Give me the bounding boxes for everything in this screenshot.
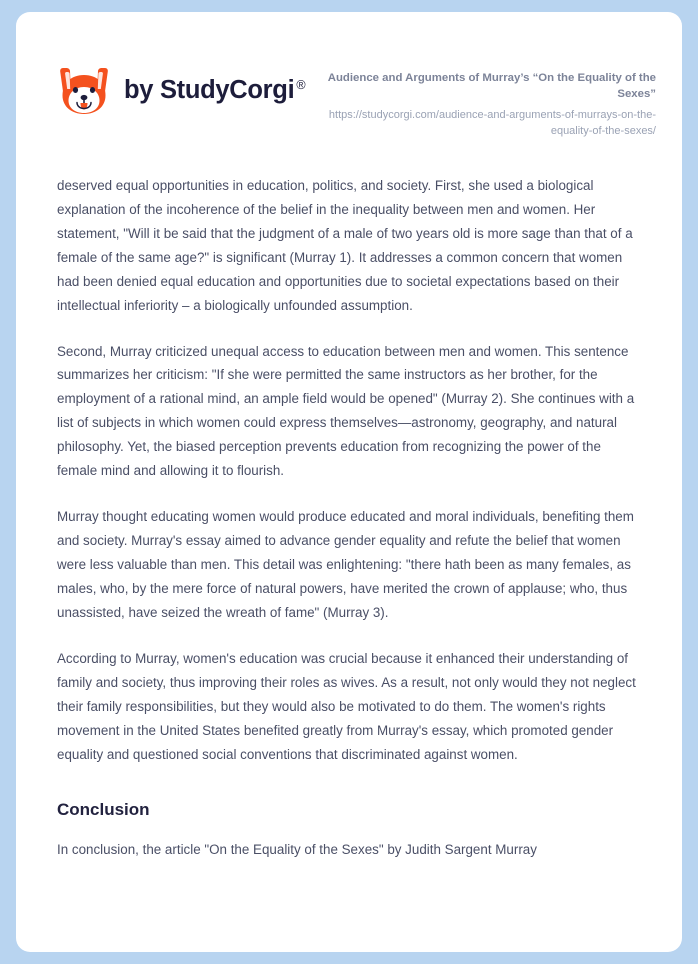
document-body [16, 174, 682, 863]
corgi-dog-icon [57, 66, 111, 116]
body-paragraph-1: deserved equal opportunities in education, politics, and society. First, she used a biological explanation of the incoherence of the belief in the inequality between men and women. Her statement, "Will it be said that the judgment of a male of two years old is more sage than that of a female of the same age?" is significant (Murray 1). It addresses a common concern that women had been denied equal education and opportunities due to societal expectations based on their intellectual inferiority – a biologically unfounded assumption. [57, 177, 633, 313]
body-paragraph-2: Second, Murray criticized unequal access to education between men and women. This sentence summarizes her criticism: "If she were permitted the same instructors as her brother, for the employment of a rational mind, an ample field would be opened" (Murray 2). She continues with a list of subjects in which women could express themselves—astronomy, geography, and natural philosophy. Yet, the biased perception prevents education from recognizing the power of the female mind and allowing it to flourish. [57, 343, 635, 479]
brand-name-text: by StudyCorgi [124, 76, 295, 105]
document-title: Audience and Arguments of Murray’s “On the Equality of the Sexes” [327, 72, 656, 101]
brand-logo[interactable] [57, 60, 305, 116]
conclusion-heading: Conclusion [57, 800, 150, 820]
conclusion-paragraph: In conclusion, the article "On the Equality of the Sexes" by Judith Sargent Murray [57, 842, 537, 858]
body-paragraph-3: Murray thought educating women would produce educated and moral individuals, benefiting them and society. Murray's essay aimed to advance gender equality and refute the belief that women were less valuable than men. This detail was enlightening: "there hath been as many females, as males, who, by the mere force of natural powers, have merited the crown of applause; who, thus unassisted, have seized the wreath of fame" (Murray 3). [57, 509, 634, 621]
registered-trademark-icon: ® [296, 78, 306, 93]
document-header [16, 12, 682, 140]
document-url[interactable]: https://studycorgi.com/audience-and-arguments-of-murrays-on-the-equality-of-the-sexes/ [328, 109, 656, 137]
document-page-card [16, 12, 682, 952]
body-paragraph-4: According to Murray, women's education was crucial because it enhanced their understanding of family and society, thus improving their roles as wives. As a result, not only would they not neglect their family responsibilities, but they would also be motivated to do them. The women's rights movement in the United States benefited greatly from Murray's essay, which promoted gender equality and questioned social conventions that discriminated against women. [57, 651, 636, 763]
brand-wordmark [124, 78, 305, 104]
document-meta [311, 60, 656, 140]
